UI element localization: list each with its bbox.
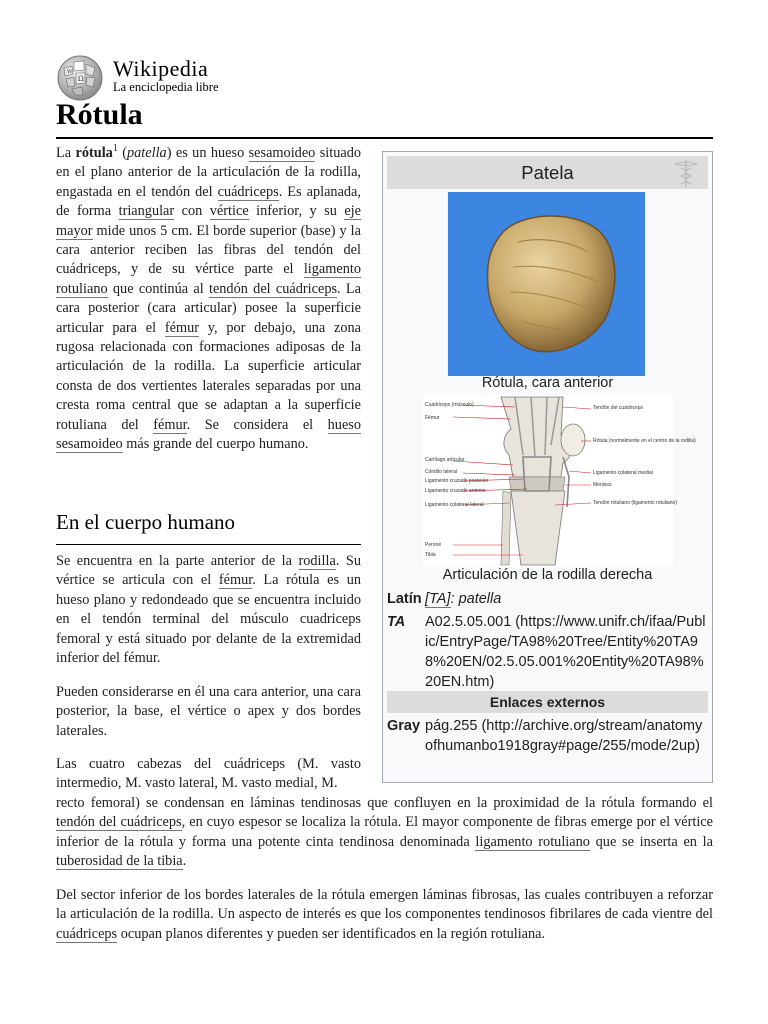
section-heading: En el cuerpo humano: [56, 508, 361, 545]
wikipedia-globe-icon[interactable]: [56, 54, 104, 102]
latin-value: [425, 589, 708, 609]
page-title: Rótula: [56, 96, 713, 139]
diagram-label: Ligamento cruzado posterior: [425, 478, 489, 484]
text: . La rótula es un hueso plano y redondeado que se encuentra incluido en el tendón terminal del músculo cuadriceps femoral y está situado por delante de la extremidad inferior del fémur.: [56, 572, 361, 667]
diagram-label: Tendón del cuádriceps: [593, 405, 644, 411]
diagram-label: Cartílago articular: [425, 457, 465, 463]
text: Pueden considerarse en él una cara anterior, una cara posterior, la base, el vértice o apex y dos bordes laterales.: [56, 684, 361, 739]
diagram-label: Ligamento colateral medial: [593, 470, 653, 476]
text: . Su vértice se articula con el: [56, 553, 361, 589]
diagram-caption: Articulación de la rodilla derecha: [442, 567, 653, 583]
svg-text:W: W: [67, 69, 73, 75]
text: . La cara posterior (cara articular) posee la superficie articular para el: [56, 280, 361, 336]
text: mide unos 5 cm. El borde superior (base) y la cara anterior reciben las fibras del tendón del cuádriceps, y de su vértice parte el: [56, 222, 361, 278]
text: ocupan planos diferentes y pueden ser identificados en la región rotuliana.: [117, 925, 546, 942]
infobox: [382, 151, 713, 783]
diagram-label: Tendón rotuliano (ligamento rotuliano): [593, 500, 677, 506]
infobox-title-text: Patela: [521, 162, 574, 183]
link-ligamento-rotuliano[interactable]: ligamento rotuliano: [56, 261, 361, 297]
link-tendon-cuadriceps[interactable]: tendón del cuádriceps: [208, 280, 338, 297]
link-cuadriceps[interactable]: cuádriceps: [56, 925, 118, 942]
text: , en cuyo espesor se localiza la rótula. El mayor componente de fibras emerge por el vértice inferior de la rótula y forma una potente cinta tendinosa denominada: [56, 814, 713, 850]
diagram-label: Fémur: [425, 415, 440, 421]
text: con: [174, 203, 210, 220]
knee-diagram-image: [423, 395, 696, 567]
gray-value-link[interactable]: pág.255 (http://archive.org/stream/anatomyofhumanbo1918gray#page/255/mode/2up): [425, 718, 703, 754]
link-vertice[interactable]: vértice: [209, 203, 249, 220]
text: recto femoral) se condensan en láminas tendinosas que confluyen en la proximidad de la rótula formando el: [56, 795, 713, 811]
diagram-label: Cuádriceps (músculo): [425, 402, 474, 408]
diagram-label: Cóndilo lateral: [425, 469, 457, 475]
diagram-label: Ligamento colateral lateral: [425, 502, 484, 508]
svg-text:Ω: Ω: [78, 75, 84, 83]
text: .: [182, 853, 187, 870]
text: ) es un hueso: [166, 145, 249, 161]
diagram-label: Peroné: [425, 542, 442, 548]
caduceus-icon: [672, 158, 700, 188]
infobox-title: [387, 156, 708, 189]
diagram-label: Tibia: [425, 552, 436, 558]
italic-term: patella: [126, 145, 167, 161]
photo-caption: Rótula, cara anterior: [481, 375, 614, 391]
site-header[interactable]: [56, 52, 356, 96]
text: inferior, y su: [248, 203, 345, 220]
link-tendon-cuadriceps[interactable]: tendón del cuádriceps: [56, 814, 182, 831]
diagram-label: Menisco: [593, 482, 612, 488]
intro-paragraph: [56, 144, 361, 455]
text: Se encuentra en la parte anterior de la: [56, 553, 299, 569]
bold-term: rótula: [75, 145, 113, 161]
text: más grande del cuerpo humano.: [122, 436, 309, 453]
text: . Es aplanada, de forma: [56, 183, 361, 220]
link-tuberosidad-tibia[interactable]: tuberosidad de la tibia: [56, 853, 183, 870]
footnote-ref[interactable]: 1: [112, 143, 118, 155]
site-wordmark[interactable]: Wikipedia: [113, 56, 209, 81]
patella-bone-image: [448, 192, 645, 376]
text: La: [56, 145, 76, 161]
link-femur[interactable]: fémur: [153, 416, 187, 433]
link-femur[interactable]: fémur: [218, 572, 253, 589]
ta-label: TA: [387, 614, 406, 630]
text: situado en el plano anterior de la articulación de la rodilla, engastada en el tendón del: [56, 145, 362, 200]
link-rodilla[interactable]: rodilla: [298, 553, 336, 569]
site-tagline: La enciclopedia libre: [113, 80, 219, 94]
link-ligamento-rotuliano[interactable]: ligamento rotuliano: [475, 833, 590, 850]
ta-value-link[interactable]: A02.5.05.001 (https://www.unifr.ch/ifaa/Public/EntryPage/TA98%20Tree/Entity%20TA98%20EN/02.5.05.001%20Entity%20TA98%20EN.htm): [425, 614, 706, 690]
section-paragraph-1: [56, 552, 361, 668]
link-sesamoideo[interactable]: sesamoideo: [248, 145, 316, 161]
section-paragraph-4: [56, 886, 713, 944]
text: Del sector inferior de los bordes laterales de la rótula emergen láminas fibrosas, las cuales contribuyen a reforzar la articulación de la rodilla. Un aspecto de interés es que los componentes tendinosos fibrilares de cada vientre del: [56, 887, 713, 923]
section-paragraph-3-start: [56, 755, 361, 794]
text: que se inserta en la: [589, 833, 713, 850]
text: y, por debajo, una zona rugosa relacionada con formaciones adiposas de la articulación de la rodilla. La superficie articular consta de dos vertientes laterales separadas por una cresta roma central que se adaptan a la superficie rotuliana del: [56, 319, 362, 433]
latin-label: Latín: [387, 591, 422, 607]
patella-photo[interactable]: [448, 192, 645, 376]
link-triangular[interactable]: triangular: [118, 203, 175, 220]
external-links-header: Enlaces externos: [387, 691, 708, 713]
text: . Se considera el: [186, 416, 328, 433]
text: que continúa al: [107, 280, 209, 297]
text: : patella: [450, 591, 502, 607]
text: (: [117, 145, 127, 161]
link-cuadriceps[interactable]: cuádriceps: [217, 183, 279, 200]
knee-joint-diagram[interactable]: [423, 395, 696, 567]
link-femur[interactable]: fémur: [164, 319, 199, 336]
text: Las cuatro cabezas del cuádriceps (M. vasto intermedio, M. vasto lateral, M. vasto medial, M.: [56, 756, 361, 792]
section-paragraph-2: [56, 683, 361, 741]
diagram-label: Rótula (normalmente en el centro de la rodilla): [593, 438, 696, 444]
gray-label: Gray: [387, 718, 421, 734]
section-paragraph-3-cont: [56, 794, 713, 872]
link-eje-mayor[interactable]: eje mayor: [56, 203, 361, 239]
link-hueso-sesamoideo[interactable]: hueso sesamoideo: [56, 416, 361, 453]
diagram-label: Ligamento cruzado anterior: [425, 488, 486, 494]
ta-link[interactable]: [TA]: [425, 591, 451, 607]
